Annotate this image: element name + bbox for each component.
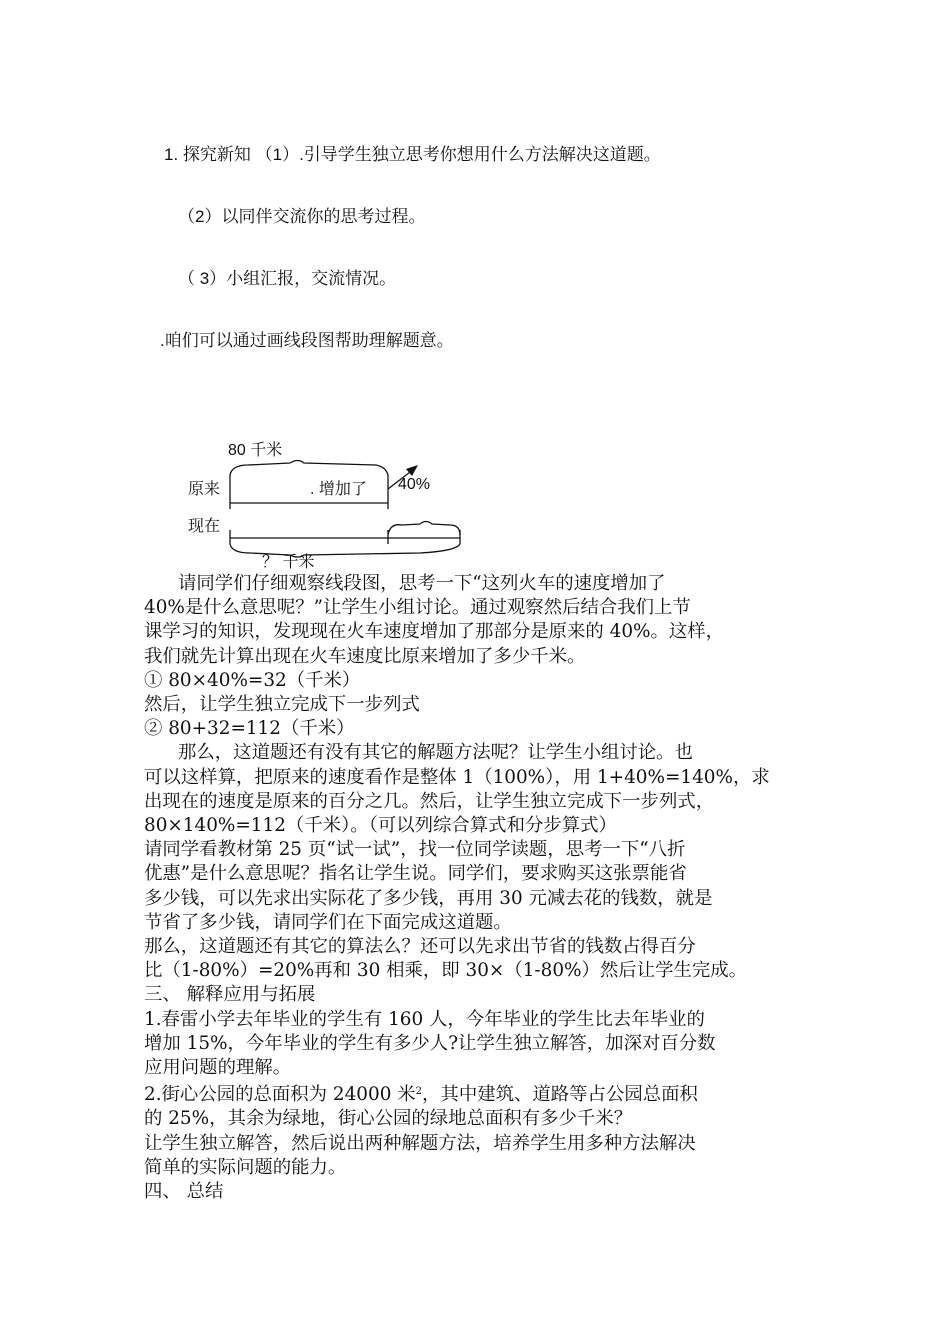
paragraph-line: 课学习的知识，发现现在火车速度增加了那部分是原来的 40%。这样， xyxy=(144,621,725,643)
diagram-original-label: 原来 xyxy=(188,481,221,498)
section-heading-4: 四、 总结 xyxy=(144,1181,224,1203)
paragraph-line: 然后，让学生独立完成下一步列式 xyxy=(144,694,420,716)
paragraph-line: 比（1-80%）=20%再和 30 相乘，即 30×（1-80%）然后让学生完成。 xyxy=(144,960,748,982)
diagram-percent-label: 40% xyxy=(398,476,431,493)
equation-1: ① 80×40%=32（千米） xyxy=(144,669,361,691)
paragraph-line: 多少钱，可以先求出实际花了多少钱，再用 30 元减去花的钱数，就是 xyxy=(144,887,713,909)
question-2-text-a: 2.街心公园的总面积为 24000 米 xyxy=(144,1084,416,1106)
paragraph-line: 优惠”是什么意思呢？指名让学生说。同学们，要求购买这张票能省 xyxy=(144,863,687,885)
paragraph-line: 80×140%=112（千米）。（可以列综合算式和分步算式） xyxy=(144,815,617,837)
paragraph-line xyxy=(144,1080,824,1107)
diagram-unknown-label: ？ 千米 xyxy=(262,554,315,571)
paragraph-line: 那么，这道题还有没有其它的解题方法呢？让学生小组讨论。也 xyxy=(178,742,693,764)
paragraph-line: 应用问题的理解。 xyxy=(144,1057,292,1079)
paragraph-line: 让学生独立解答，然后说出两种解题方法，培养学生用多种方法解决 xyxy=(144,1132,696,1154)
superscript-2: 2 xyxy=(415,1086,423,1098)
paragraph-line: 可以这样算，把原来的速度看作是整体 1（100%），用 1+40%=140%，求 xyxy=(144,766,770,788)
paragraph-line: 1.春雷小学去年毕业的学生有 160 人，今年毕业的学生比去年毕业的 xyxy=(144,1008,705,1030)
intro-step-3: （ 3）小组汇报，交流情况。 xyxy=(178,269,397,288)
paragraph-line: 节省了多少钱，请同学们在下面完成这道题。 xyxy=(144,911,512,933)
paragraph-line: 增加 15%，今年毕业的学生有多少人?让学生独立解答，加深对百分数 xyxy=(144,1032,716,1054)
line-segment-diagram xyxy=(180,425,480,575)
paragraph-line: 那么，这道题还有其它的算法么？还可以先求出节省的钱数占得百分 xyxy=(144,936,696,958)
intro-step-2: （2）以同伴交流你的思考过程。 xyxy=(178,207,426,226)
diagram-now-label: 现在 xyxy=(188,518,221,535)
diagram-increase-label: . 增加了 xyxy=(310,481,367,498)
diagram-lines xyxy=(180,425,480,575)
paragraph-line: 出现在的速度是原来的百分之几。然后，让学生独立完成下一步列式， xyxy=(144,790,715,812)
paragraph-line: 的 25%，其余为绿地，街心公园的绿地总面积有多少千米？ xyxy=(144,1108,633,1130)
section-heading-3: 三、 解释应用与拓展 xyxy=(144,984,316,1006)
paragraph-line: 请同学们仔细观察线段图，思考一下“这列火车的速度增加了 xyxy=(178,573,666,594)
paragraph-line: 我们就先计算出现在火车速度比原来增加了多少千米。 xyxy=(144,645,586,667)
lesson-body xyxy=(144,572,824,1204)
diagram-top-length: 80 千米 xyxy=(228,442,283,459)
intro-step-1: 1. 探究新知 （1）.引导学生独立思考你想用什么方法解决这道题。 xyxy=(164,145,661,164)
paragraph-line: 40%是什么意思呢？”让学生小组讨论。通过观察然后结合我们上节 xyxy=(144,597,691,619)
intro-step-4: .咱们可以通过画线段图帮助理解题意。 xyxy=(160,331,454,350)
equation-2: ② 80+32=112（千米） xyxy=(144,718,355,740)
question-2-text-b: ，其中建筑、道路等占公园总面积 xyxy=(422,1084,698,1106)
paragraph-line: 简单的实际问题的能力。 xyxy=(144,1156,347,1178)
paragraph-line: 请同学看教材第 25 页“试一试”，找一位同学读题，思考一下“八折 xyxy=(144,839,686,861)
